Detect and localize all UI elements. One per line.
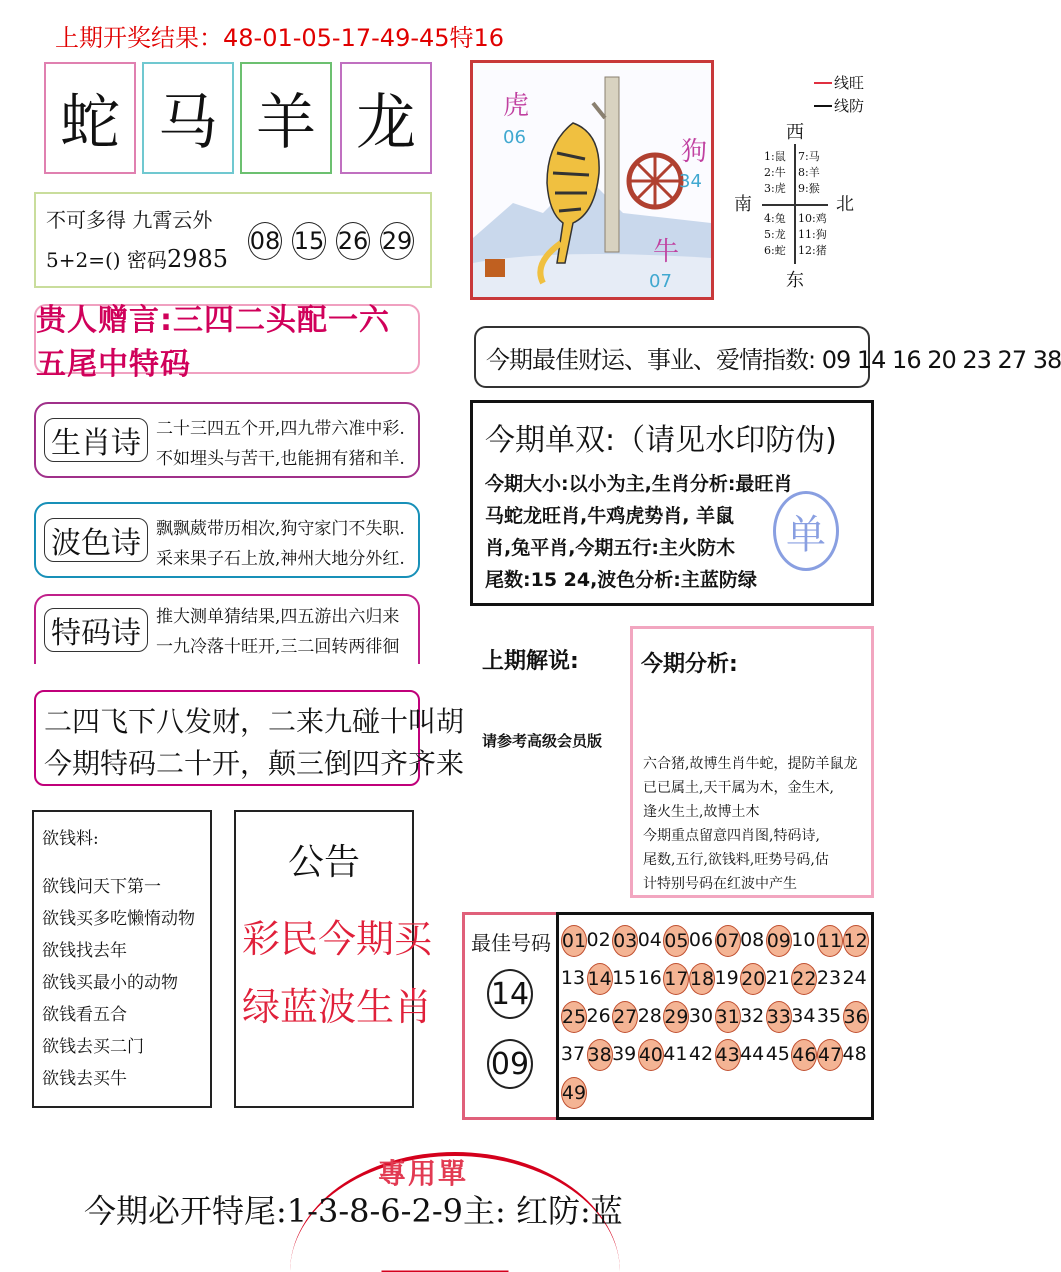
- grid-number: 46: [791, 1039, 817, 1071]
- grid-number: 37: [560, 1043, 586, 1065]
- compass-cell: 11:狗: [798, 228, 827, 241]
- grid-number: 34: [791, 1005, 816, 1027]
- money-title: 欲钱料:: [42, 829, 99, 849]
- zodiac-box-2: [142, 62, 234, 174]
- compass-west: 西: [786, 122, 804, 143]
- poem-line: 采来果子石上放,神州大地分外红.: [156, 549, 405, 569]
- phrase-box: [34, 192, 432, 288]
- grid-number: 05: [663, 925, 689, 957]
- last-explain-label: 上期解说:: [482, 649, 579, 674]
- best-ball: 09: [487, 1039, 533, 1089]
- tiger-label: 虎: [503, 91, 530, 121]
- best-ball: 14: [487, 969, 533, 1019]
- grid-number: 03: [612, 925, 638, 957]
- grid-number: 42: [688, 1043, 714, 1065]
- money-item: 欲钱去买二门: [42, 1037, 144, 1057]
- money-item: 欲钱问天下第一: [42, 877, 161, 897]
- compass-south: 南: [734, 194, 752, 215]
- poem-line: 二十三四五个开,四九带六准中彩.: [156, 419, 405, 439]
- zodiac-char: 羊: [256, 88, 316, 158]
- grid-number: 30: [688, 1005, 714, 1027]
- notice-line: 彩民今期买: [242, 917, 433, 961]
- analysis-line: 计特别号码在红波中产生: [643, 876, 797, 892]
- grid-number: 16: [637, 967, 662, 989]
- analysis-line: 逢火生土,故博土木: [643, 804, 760, 820]
- grid-number: 38: [587, 1039, 613, 1071]
- analysis-box: [630, 626, 874, 898]
- money-item: 欲钱找去年: [42, 941, 127, 961]
- grid-number: 32: [740, 1005, 765, 1027]
- grid-number: 29: [663, 1001, 689, 1033]
- password-line: [46, 244, 228, 273]
- grid-number: 48: [842, 1043, 867, 1065]
- fortune-index-box: 今期最佳财运、事业、爱情指数: 09 14 16 20 23 27 38: [474, 326, 870, 388]
- grid-number: 23: [816, 967, 842, 989]
- grid-number: 28: [637, 1005, 662, 1027]
- zodiac-box-3: [240, 62, 332, 174]
- ox-label: 牛: [653, 237, 680, 267]
- odd-even-line: 尾数:15 24,波色分析:主蓝防绿: [485, 569, 757, 591]
- poem-label: 生肖诗: [44, 418, 148, 462]
- grid-number: 31: [715, 1001, 741, 1033]
- notice-line: 绿蓝波生肖: [242, 985, 433, 1029]
- analysis-line: 今期重点留意四肖图,特码诗,: [643, 828, 820, 844]
- grid-number: 04: [637, 929, 662, 951]
- dog-label: 狗: [681, 137, 708, 167]
- grid-number: 39: [612, 1043, 637, 1065]
- compass-cell: 5:龙: [764, 228, 786, 241]
- dog-number: 34: [679, 171, 702, 192]
- grid-number: 01: [561, 925, 587, 957]
- password-code: 2985: [166, 245, 229, 273]
- odd-even-line: 马蛇龙旺肖,牛鸡虎势肖, 羊鼠: [485, 505, 735, 527]
- ox-number: 07: [649, 271, 672, 292]
- zodiac-box-4: [340, 62, 432, 174]
- poem-label: 波色诗: [44, 518, 148, 562]
- grid-number: 47: [817, 1039, 843, 1071]
- grid-number: 24: [842, 967, 867, 989]
- compass-east: 东: [786, 270, 804, 291]
- legend-red-line: [814, 82, 832, 84]
- compass-hline: [762, 204, 828, 206]
- grid-number: 19: [714, 967, 739, 989]
- grid-number: 06: [688, 929, 714, 951]
- analysis-line: 尾数,五行,欲钱料,旺势号码,估: [643, 852, 829, 868]
- grid-number: 14: [587, 963, 613, 995]
- compass-cell: 4:兔: [764, 212, 786, 225]
- odd-even-title: 今期单双:（请见水印防伪): [485, 423, 837, 458]
- phrase-ball: 29: [380, 222, 414, 260]
- grid-number: 21: [765, 967, 790, 989]
- compass-cell: 1:鼠: [764, 150, 786, 163]
- zodiac-compass: [734, 118, 868, 291]
- zodiac-picture: [470, 60, 714, 300]
- analysis-line: 六合猪,故博生肖牛蛇，提防羊鼠龙: [643, 756, 858, 772]
- legend-black-label: 线防: [834, 97, 865, 115]
- compass-cell: 7:马: [798, 150, 820, 163]
- compass-north: 北: [836, 194, 854, 215]
- odd-even-box: [470, 400, 874, 606]
- grid-number: 49: [561, 1077, 587, 1109]
- noble-words-banner: 贵人赠言:三四二头配一六五尾中特码: [34, 304, 420, 374]
- grid-number: 11: [817, 925, 843, 957]
- grid-number: 33: [766, 1001, 792, 1033]
- poem-special: [34, 594, 420, 664]
- money-riddle-box: [32, 810, 212, 1108]
- legend-black-line: [814, 105, 832, 107]
- tiger-number: 06: [503, 127, 526, 148]
- grid-number: 22: [791, 963, 817, 995]
- watermark-char: 单: [786, 511, 826, 558]
- phrase-ball: 26: [336, 222, 370, 260]
- compass-cell: 10:鸡: [798, 212, 827, 225]
- grid-number: 10: [791, 929, 816, 951]
- bottom-stamp: 專用單: [378, 1157, 469, 1190]
- grid-number: 07: [715, 925, 741, 957]
- grid-number: 09: [766, 925, 792, 957]
- grid-number: 36: [843, 1001, 869, 1033]
- grid-number: 15: [612, 967, 637, 989]
- poem-color: [34, 502, 420, 578]
- phrase-line: 不可多得 九霄云外: [46, 208, 213, 232]
- odd-even-line: 今期大小:以小为主,生肖分析:最旺肖: [485, 473, 793, 495]
- poem-zodiac: [34, 402, 420, 478]
- grid-number: 40: [638, 1039, 664, 1071]
- grid-number: 41: [663, 1043, 688, 1065]
- phrase-ball: 08: [248, 222, 282, 260]
- best-label: 最佳号码: [471, 931, 551, 955]
- notice-box: [234, 810, 433, 1108]
- compass-cell: 8:羊: [798, 166, 820, 179]
- grid-number: 12: [843, 925, 869, 957]
- notice-title: 公告: [287, 842, 360, 883]
- analysis-line: 已已属土,天干属为木，金生木,: [643, 780, 834, 796]
- phrase-ball: 15: [292, 222, 326, 260]
- legend-red-label: 线旺: [834, 74, 865, 92]
- grid-number: 43: [715, 1039, 741, 1071]
- grid-number: 17: [663, 963, 689, 995]
- number-grid: [556, 912, 874, 1120]
- odd-even-line: 肖,兔平肖,今期五行:主火防木: [485, 537, 736, 559]
- compass-cell: 2:牛: [764, 166, 786, 179]
- grid-number: 08: [740, 929, 765, 951]
- password-prefix: 5+2=() 密码: [46, 248, 167, 272]
- poem-line: 飘飘葳带历相次,狗守家门不失职.: [156, 519, 405, 539]
- compass-cell: 12:猪: [798, 244, 827, 257]
- chant-box: [34, 690, 465, 786]
- poem-line: 推大测单猜结果,四五游出六归来: [156, 607, 400, 627]
- zodiac-box-1: [44, 62, 136, 174]
- grid-number: 35: [816, 1005, 842, 1027]
- line-legend: [814, 72, 878, 118]
- watermark-seal: [773, 491, 839, 571]
- analysis-title: 今期分析:: [641, 652, 738, 677]
- compass-cell: 9:猴: [798, 182, 820, 195]
- zodiac-char: 龙: [356, 88, 416, 158]
- grid-number: 20: [740, 963, 766, 995]
- poem-line: 一九冷落十旺开,三二回转两徘徊: [156, 637, 400, 657]
- bottom-tail-line: 今期必开特尾:1-3-8-6-2-9主: 红防:蓝: [84, 1192, 623, 1230]
- zodiac-char: 马: [158, 88, 218, 158]
- poem-label: 特码诗: [44, 608, 148, 652]
- last-explain-note: 请参考高级会员版: [482, 732, 603, 750]
- compass-cell: 6:蛇: [764, 244, 786, 257]
- compass-cell: 3:虎: [764, 182, 786, 195]
- last-result-banner: 上期开奖结果：48-01-05-17-49-45特16: [55, 24, 505, 52]
- money-item: 欲钱买多吃懒惰动物: [42, 909, 195, 929]
- grid-number: 26: [586, 1005, 611, 1027]
- chant-line: 二四飞下八发财，二来九碰十叫胡: [44, 705, 465, 738]
- grid-number: 13: [560, 967, 586, 989]
- grid-number: 27: [612, 1001, 638, 1033]
- chant-line: 今期特码二十开，颠三倒四齐齐来: [44, 747, 465, 780]
- grid-number: 25: [561, 1001, 587, 1033]
- money-item: 欲钱买最小的动物: [42, 973, 178, 993]
- grid-number: 44: [740, 1043, 765, 1065]
- money-item: 欲钱去买牛: [42, 1069, 127, 1089]
- grid-number: 02: [586, 929, 611, 951]
- poem-line: 不如埋头与苦干,也能拥有猪和羊.: [156, 449, 405, 469]
- zodiac-char: 蛇: [60, 88, 120, 158]
- money-item: 欲钱看五合: [42, 1005, 127, 1025]
- grid-number: 18: [689, 963, 715, 995]
- grid-number: 45: [765, 1043, 790, 1065]
